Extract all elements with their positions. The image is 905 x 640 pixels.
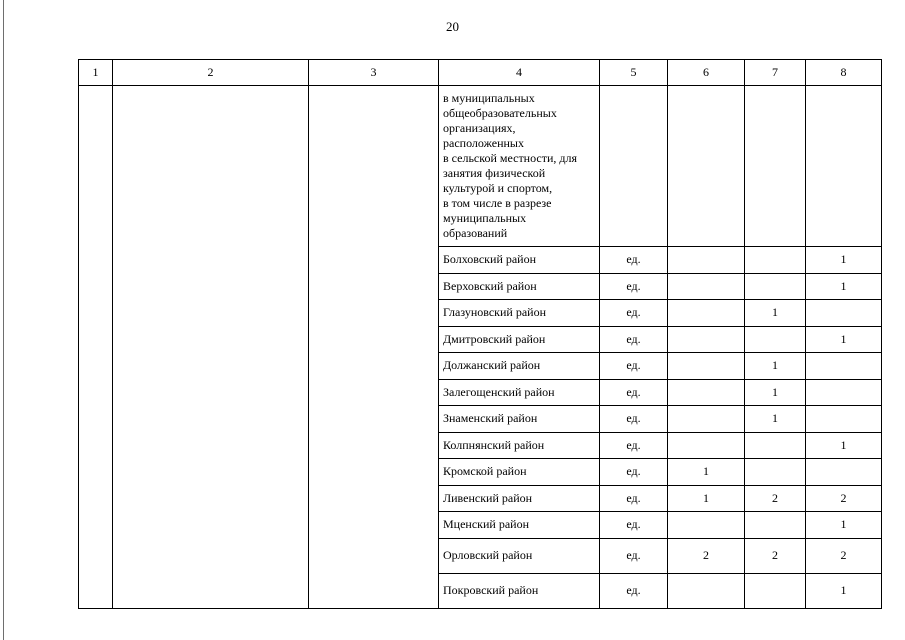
indicator-line: в муниципальных — [443, 91, 535, 105]
value-cell-col8: 2 — [806, 538, 882, 573]
indicator-line: культурой и спортом, — [443, 181, 553, 195]
header-cell: 4 — [439, 60, 600, 86]
header-row — [79, 60, 882, 86]
value-cell-col8 — [806, 379, 882, 406]
value-cell-col6 — [668, 379, 745, 406]
table-body — [79, 60, 882, 609]
indicator-cell-col7 — [745, 86, 806, 247]
value-cell-col7 — [745, 512, 806, 539]
value-cell-col7 — [745, 247, 806, 274]
header-cell: 5 — [600, 60, 668, 86]
unit-cell: ед. — [600, 432, 668, 459]
indicator-line: общеобразовательных — [443, 106, 557, 120]
district-cell: Глазуновский район — [439, 300, 600, 327]
value-cell-col8: 1 — [806, 326, 882, 353]
value-cell-col6 — [668, 273, 745, 300]
district-cell: Болховский район — [439, 247, 600, 274]
indicator-row — [79, 86, 882, 247]
data-table — [78, 59, 882, 609]
value-cell-col6 — [668, 573, 745, 608]
district-cell: Должанский район — [439, 353, 600, 380]
value-cell-col8 — [806, 353, 882, 380]
value-cell-col7: 1 — [745, 300, 806, 327]
district-cell: Колпнянский район — [439, 432, 600, 459]
indicator-line: расположенных — [443, 136, 524, 150]
value-cell-col6: 1 — [668, 459, 745, 486]
merged-cell-col1 — [79, 86, 113, 609]
district-cell: Залегощенский район — [439, 379, 600, 406]
unit-cell: ед. — [600, 538, 668, 573]
header-cell: 1 — [79, 60, 113, 86]
value-cell-col6: 2 — [668, 538, 745, 573]
indicator-line: организациях, — [443, 121, 516, 135]
indicator-cell-col5 — [600, 86, 668, 247]
value-cell-col6: 1 — [668, 485, 745, 512]
indicator-line: муниципальных — [443, 211, 527, 225]
value-cell-col8: 1 — [806, 573, 882, 608]
unit-cell: ед. — [600, 326, 668, 353]
indicator-line: образований — [443, 226, 508, 240]
indicator-description — [439, 86, 600, 247]
indicator-line: занятия физической — [443, 166, 546, 180]
unit-cell: ед. — [600, 353, 668, 380]
value-cell-col7 — [745, 573, 806, 608]
merged-cell-col3 — [309, 86, 439, 609]
value-cell-col6 — [668, 406, 745, 433]
value-cell-col7: 1 — [745, 406, 806, 433]
unit-cell: ед. — [600, 485, 668, 512]
district-cell: Ливенский район — [439, 485, 600, 512]
district-cell: Мценский район — [439, 512, 600, 539]
unit-cell: ед. — [600, 459, 668, 486]
value-cell-col6 — [668, 247, 745, 274]
value-cell-col8: 1 — [806, 512, 882, 539]
district-cell: Дмитровский район — [439, 326, 600, 353]
value-cell-col8 — [806, 300, 882, 327]
unit-cell: ед. — [600, 247, 668, 274]
value-cell-col6 — [668, 512, 745, 539]
value-cell-col8: 2 — [806, 485, 882, 512]
district-cell: Покровский район — [439, 573, 600, 608]
header-cell: 7 — [745, 60, 806, 86]
value-cell-col7: 2 — [745, 485, 806, 512]
value-cell-col6 — [668, 300, 745, 327]
value-cell-col8 — [806, 459, 882, 486]
unit-cell: ед. — [600, 512, 668, 539]
page-edge-line — [3, 0, 4, 640]
unit-cell: ед. — [600, 573, 668, 608]
unit-cell: ед. — [600, 406, 668, 433]
merged-cell-col2 — [113, 86, 309, 609]
value-cell-col7 — [745, 326, 806, 353]
header-cell: 6 — [668, 60, 745, 86]
indicator-cell-col6 — [668, 86, 745, 247]
indicator-cell-col8 — [806, 86, 882, 247]
header-cell: 8 — [806, 60, 882, 86]
value-cell-col7: 1 — [745, 379, 806, 406]
unit-cell: ед. — [600, 379, 668, 406]
value-cell-col7 — [745, 273, 806, 300]
district-cell: Орловский район — [439, 538, 600, 573]
value-cell-col7 — [745, 459, 806, 486]
unit-cell: ед. — [600, 273, 668, 300]
district-cell: Кромской район — [439, 459, 600, 486]
header-cell: 2 — [113, 60, 309, 86]
indicator-line: в сельской местности, для — [443, 151, 578, 165]
value-cell-col6 — [668, 353, 745, 380]
value-cell-col8: 1 — [806, 273, 882, 300]
value-cell-col7: 1 — [745, 353, 806, 380]
value-cell-col6 — [668, 432, 745, 459]
district-cell: Знаменский район — [439, 406, 600, 433]
unit-cell: ед. — [600, 300, 668, 327]
value-cell-col6 — [668, 326, 745, 353]
header-cell: 3 — [309, 60, 439, 86]
value-cell-col8: 1 — [806, 247, 882, 274]
district-cell: Верховский район — [439, 273, 600, 300]
value-cell-col7 — [745, 432, 806, 459]
page-number: 20 — [446, 19, 459, 34]
value-cell-col8: 1 — [806, 432, 882, 459]
indicator-line: в том числе в разрезе — [443, 196, 552, 210]
value-cell-col7: 2 — [745, 538, 806, 573]
value-cell-col8 — [806, 406, 882, 433]
